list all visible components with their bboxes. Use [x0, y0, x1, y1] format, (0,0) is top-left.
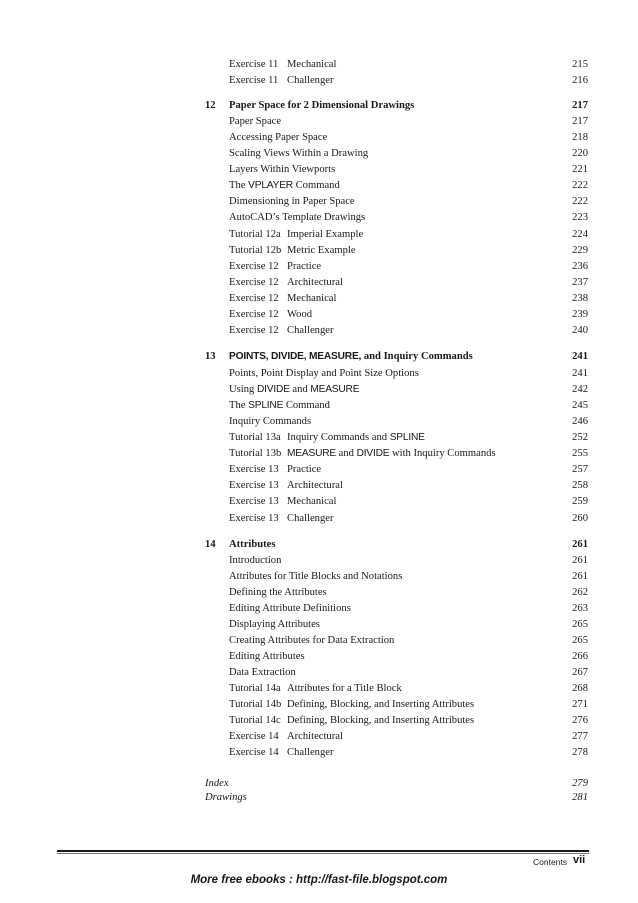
- toc-entry: AutoCAD’s Template Drawings: [229, 212, 366, 223]
- toc-subtitle: MEASURE and DIVIDE with Inquiry Commands: [287, 448, 496, 459]
- toc-page-number: 263: [572, 603, 588, 614]
- toc-page-number: 239: [572, 309, 588, 320]
- toc-label: Exercise 11: [229, 59, 279, 70]
- toc-page-number: 252: [572, 432, 588, 443]
- toc-entry: Data Extraction: [229, 667, 296, 678]
- toc-page-number: 267: [572, 667, 588, 678]
- toc-page-number: 261: [572, 539, 588, 550]
- toc-page-number: 255: [572, 448, 588, 459]
- toc-label: Exercise 14: [229, 731, 279, 742]
- toc-label: Tutorial 14b: [229, 699, 282, 710]
- toc-label: Exercise 12: [229, 325, 279, 336]
- toc-subtitle: Mechanical: [287, 59, 337, 70]
- backmatter-title: Index: [205, 778, 229, 789]
- toc-page-number: 266: [572, 651, 588, 662]
- toc-page-number: 268: [572, 683, 588, 694]
- toc-page-number: 237: [572, 277, 588, 288]
- toc-page-number: 224: [572, 229, 588, 240]
- toc-page-number: 215: [572, 59, 588, 70]
- toc-subtitle: Defining, Blocking, and Inserting Attributes: [287, 715, 475, 726]
- footer-page-number: vii: [573, 854, 586, 866]
- toc-label: Tutorial 13a: [229, 432, 281, 443]
- toc-entry: Points, Point Display and Point Size Options: [229, 368, 419, 379]
- toc-page-number: 242: [572, 384, 588, 395]
- chapter-title: Attributes: [229, 539, 276, 550]
- toc-page-number: 220: [572, 148, 588, 159]
- toc-entry: Accessing Paper Space: [229, 132, 328, 143]
- toc-entry: Paper Space: [229, 116, 282, 127]
- toc-subtitle: Architectural: [287, 731, 343, 742]
- toc-subtitle: Inquiry Commands and SPLINE: [287, 432, 425, 443]
- toc-page-number: 217: [572, 100, 588, 111]
- toc-entry: Attributes for Title Blocks and Notations: [229, 571, 403, 582]
- toc-subtitle: Challenger: [287, 747, 334, 758]
- toc-label: Exercise 12: [229, 277, 279, 288]
- toc-page-number: 217: [572, 116, 588, 127]
- backmatter-title: Drawings: [205, 792, 247, 803]
- toc-label: Exercise 12: [229, 309, 279, 320]
- promo-link[interactable]: More free ebooks : http://fast-file.blogspot.com: [190, 874, 448, 886]
- toc-label: Exercise 14: [229, 747, 279, 758]
- toc-subtitle: Attributes for a Title Block: [287, 683, 402, 694]
- toc-page-number: 261: [572, 571, 588, 582]
- toc-page-number: 223: [572, 212, 588, 223]
- toc-label: Tutorial 12b: [229, 245, 282, 256]
- chapter-title: POINTS, DIVIDE, MEASURE, and Inquiry Commands: [229, 351, 473, 362]
- toc-page-number: 271: [572, 699, 588, 710]
- toc-subtitle: Defining, Blocking, and Inserting Attributes: [287, 699, 475, 710]
- toc-page-number: 257: [572, 464, 588, 475]
- toc-page-number: 222: [572, 196, 588, 207]
- toc-entry: Scaling Views Within a Drawing: [229, 148, 369, 159]
- toc-label: Exercise 13: [229, 496, 279, 507]
- toc-entry: Editing Attributes: [229, 651, 305, 662]
- toc-label: Tutorial 14a: [229, 683, 281, 694]
- toc-label: Exercise 12: [229, 261, 279, 272]
- toc-page-number: 265: [572, 619, 588, 630]
- footer-section-label: Contents: [533, 857, 568, 867]
- toc-page-number: 278: [572, 747, 588, 758]
- toc-entry: Introduction: [229, 555, 282, 566]
- toc-entry: Creating Attributes for Data Extraction: [229, 635, 395, 646]
- toc-page-number: 221: [572, 164, 588, 175]
- toc-subtitle: Challenger: [287, 325, 334, 336]
- toc-label: Tutorial 14c: [229, 715, 281, 726]
- footer-rule: [57, 850, 589, 852]
- toc-entry: The SPLINE Command: [229, 400, 330, 411]
- footer-rule-thin: [57, 853, 589, 854]
- toc-label: Exercise 13: [229, 513, 279, 524]
- chapter-title: Paper Space for 2 Dimensional Drawings: [229, 100, 415, 111]
- toc-subtitle: Challenger: [287, 513, 334, 524]
- toc-subtitle: Mechanical: [287, 293, 337, 304]
- toc-entry: Displaying Attributes: [229, 619, 320, 630]
- toc-subtitle: Wood: [287, 309, 313, 320]
- toc-page-number: 246: [572, 416, 588, 427]
- toc-page-number: 277: [572, 731, 588, 742]
- toc-subtitle: Practice: [287, 261, 322, 272]
- toc-subtitle: Practice: [287, 464, 322, 475]
- toc-label: Exercise 13: [229, 480, 279, 491]
- toc-page-number: 259: [572, 496, 588, 507]
- toc-page-number: 260: [572, 513, 588, 524]
- toc-label: Exercise 11: [229, 75, 279, 86]
- toc-page-number: 222: [572, 180, 588, 191]
- chapter-number: 12: [205, 100, 216, 111]
- toc-entry: The VPLAYER Command: [229, 180, 340, 191]
- toc-page-number: 276: [572, 715, 588, 726]
- toc-label: Tutorial 13b: [229, 448, 282, 459]
- toc-label: Exercise 12: [229, 293, 279, 304]
- chapter-number: 13: [205, 351, 216, 362]
- toc-page-number: 258: [572, 480, 588, 491]
- toc-page-number: 240: [572, 325, 588, 336]
- toc-page-number: 238: [572, 293, 588, 304]
- toc-page-number: 281: [572, 792, 588, 803]
- toc-label: Tutorial 12a: [229, 229, 281, 240]
- toc-entry: Editing Attribute Definitions: [229, 603, 351, 614]
- toc-subtitle: Architectural: [287, 277, 343, 288]
- toc-page-number: 261: [572, 555, 588, 566]
- toc-page-number: 245: [572, 400, 588, 411]
- toc-page-number: 229: [572, 245, 588, 256]
- toc-page-number: 216: [572, 75, 588, 86]
- toc-entry: Inquiry Commands: [229, 416, 312, 427]
- toc-entry: Dimensioning in Paper Space: [229, 196, 355, 207]
- chapter-number: 14: [205, 539, 216, 550]
- toc-subtitle: Architectural: [287, 480, 343, 491]
- toc-subtitle: Imperial Example: [287, 229, 364, 240]
- toc-page-number: 265: [572, 635, 588, 646]
- toc-entry: Defining the Attributes: [229, 587, 327, 598]
- toc-page-number: 279: [572, 778, 588, 789]
- toc-page-number: 236: [572, 261, 588, 272]
- toc-entry: Layers Within Viewports: [229, 164, 336, 175]
- toc-subtitle: Mechanical: [287, 496, 337, 507]
- toc-page-number: 241: [572, 368, 588, 379]
- toc-page-number: 262: [572, 587, 588, 598]
- toc-label: Exercise 13: [229, 464, 279, 475]
- toc-page-number: 218: [572, 132, 588, 143]
- toc-page-number: 241: [572, 351, 588, 362]
- toc-subtitle: Challenger: [287, 75, 334, 86]
- toc-subtitle: Metric Example: [287, 245, 356, 256]
- toc-entry: Using DIVIDE and MEASURE: [229, 384, 360, 395]
